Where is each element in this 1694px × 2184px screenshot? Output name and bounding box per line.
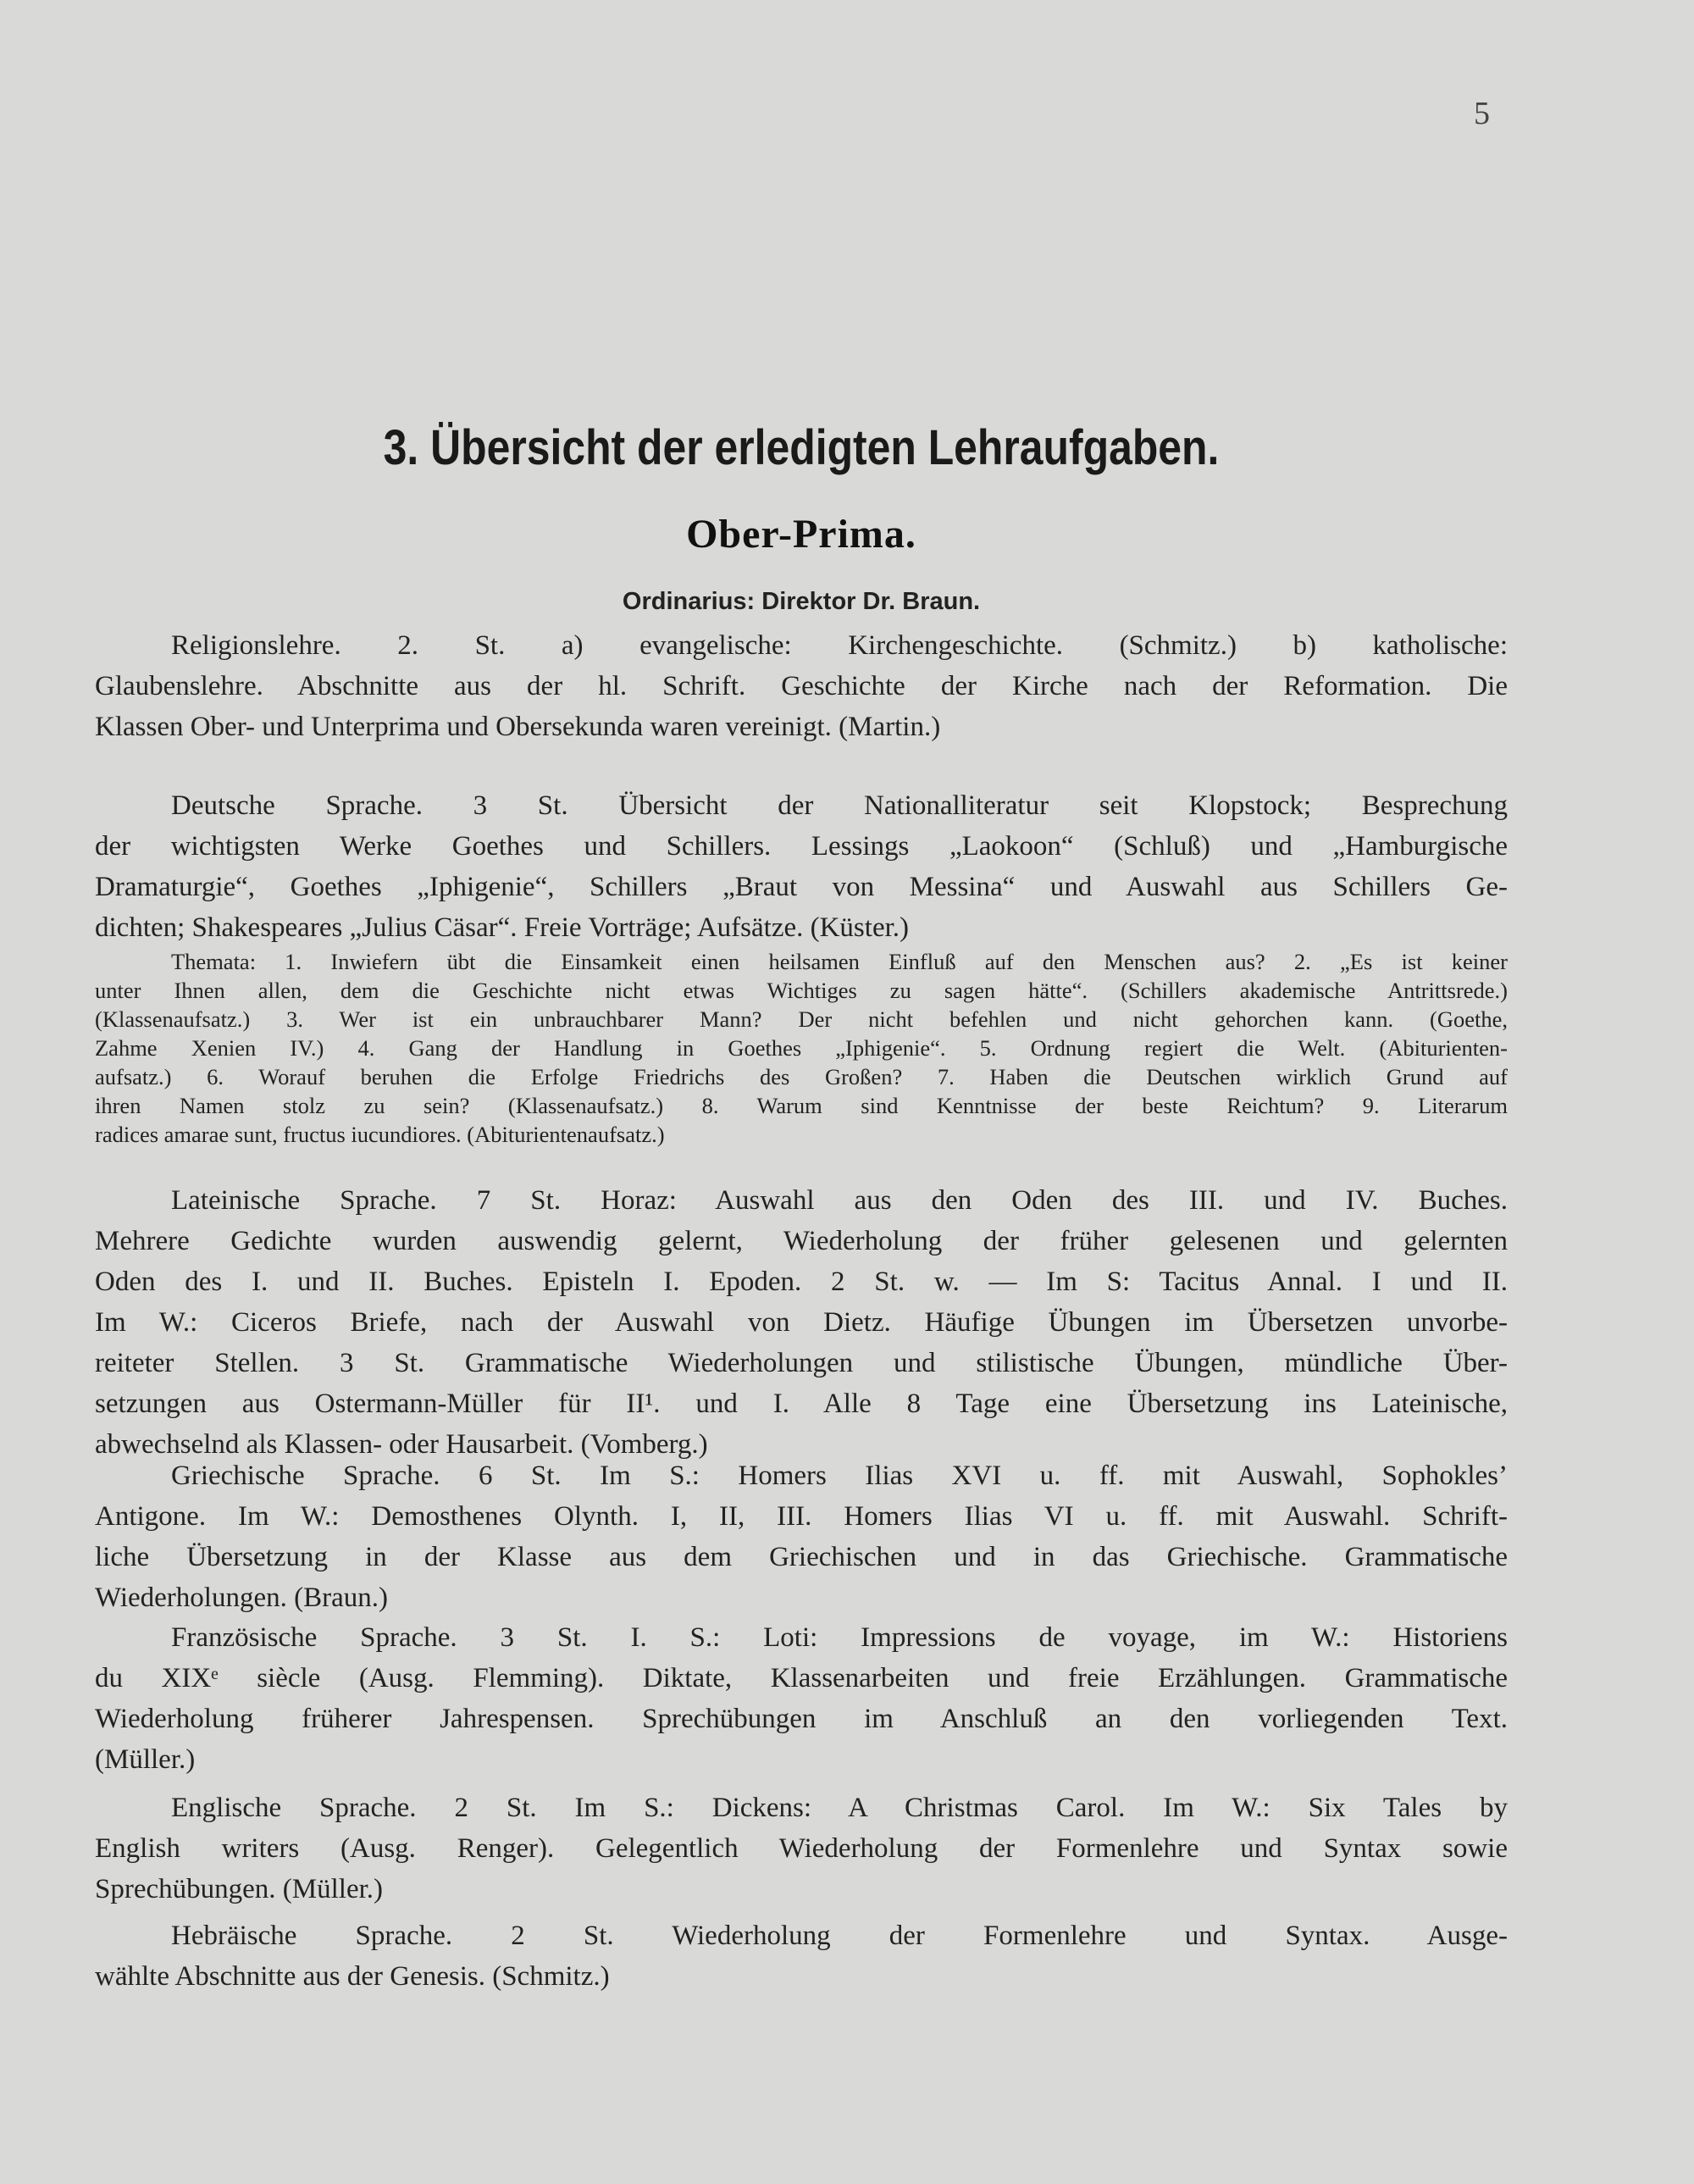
- paragraph-lateinische-sprache: [95, 1180, 1508, 1465]
- text-line: Mehrere Gedichte wurden auswendig gelernt, Wiederholung der früher gelesenen und gelernten: [95, 1226, 1508, 1256]
- paragraph-hebraeische-sprache: [95, 1915, 1508, 1997]
- text-line: du XIXᵉ siècle (Ausg. Flemming). Diktate, Klassenarbeiten und freie Erzählungen. Grammatische: [95, 1663, 1508, 1693]
- text-line: Wiederholung früherer Jahrespensen. Sprechübungen im Anschluß an den vorliegenden Text.: [95, 1704, 1508, 1734]
- text-line: Oden des I. und II. Buches. Episteln I. Epoden. 2 St. w. — Im S: Tacitus Annal. I und II.: [95, 1267, 1508, 1297]
- text-line: wählte Abschnitte aus der Genesis. (Schmitz.): [95, 1961, 610, 1992]
- text-line: abwechselnd als Klassen- oder Hausarbeit. (Vomberg.): [95, 1429, 708, 1460]
- page-number: 5: [1474, 96, 1490, 131]
- text-line: Französische Sprache. 3 St. I. S.: Loti: Impressions de voyage, im W.: Historiens: [171, 1622, 1508, 1653]
- text-line: Dramaturgie“, Goethes „Iphigenie“, Schillers „Braut von Messina“ und Auswahl aus Schillers Ge-: [95, 872, 1508, 902]
- paragraph-franzoesische-sprache: [95, 1617, 1508, 1780]
- text-line: aufsatz.) 6. Worauf beruhen die Erfolge Friedrichs des Großen? 7. Haben die Deutschen wirklich Grund auf: [95, 1064, 1508, 1089]
- class-heading: Ober-Prima.: [686, 512, 916, 557]
- text-line: (Müller.): [95, 1744, 196, 1775]
- text-line: Lateinische Sprache. 7 St. Horaz: Auswahl aus den Oden des III. und IV. Buches.: [171, 1185, 1508, 1216]
- text-line: Antigone. Im W.: Demosthenes Olynth. I, II, III. Homers Ilias VI u. ff. mit Auswahl. Schrift-: [95, 1501, 1508, 1532]
- text-line: Englische Sprache. 2 St. Im S.: Dickens: A Christmas Carol. Im W.: Six Tales by: [171, 1793, 1508, 1823]
- paragraph-englische-sprache: [95, 1788, 1508, 1910]
- text-line: English writers (Ausg. Renger). Gelegentlich Wiederholung der Formenlehre und Syntax sowie: [95, 1833, 1508, 1864]
- text-line: Themata: 1. Inwiefern übt die Einsamkeit einen heilsamen Einfluß auf den Menschen aus? 2. „Es ist keiner: [171, 949, 1508, 974]
- text-line: dichten; Shakespeares „Julius Cäsar“. Freie Vorträge; Aufsätze. (Küster.): [95, 912, 909, 943]
- paragraph-deutsche-sprache: [95, 785, 1508, 948]
- text-line: reiteter Stellen. 3 St. Grammatische Wiederholungen und stilistische Übungen, mündliche Über-: [95, 1348, 1508, 1378]
- text-line: der wichtigsten Werke Goethes und Schillers. Lessings „Laokoon“ (Schluß) und „Hamburgische: [95, 831, 1508, 862]
- text-line: Klassen Ober- und Unterprima und Obersekunda waren vereinigt. (Martin.): [95, 712, 941, 742]
- section-title: 3. Übersicht der erledigten Lehraufgaben.: [383, 420, 1220, 475]
- text-line: radices amarae sunt, fructus iucundiores. (Abiturientenaufsatz.): [95, 1122, 665, 1147]
- text-line: Sprechübungen. (Müller.): [95, 1874, 384, 1904]
- paragraph-religionslehre: [95, 625, 1508, 747]
- text-line: Religionslehre. 2. St. a) evangelische: Kirchengeschichte. (Schmitz.) b) katholische:: [171, 630, 1508, 661]
- text-line: Zahme Xenien IV.) 4. Gang der Handlung in Goethes „Iphigenie“. 5. Ordnung regiert die Welt. (Abiturienten-: [95, 1035, 1508, 1061]
- text-line: Deutsche Sprache. 3 St. Übersicht der Nationalliteratur seit Klopstock; Besprechung: [171, 790, 1508, 821]
- text-line: unter Ihnen allen, dem die Geschichte nicht etwas Wichtiges zu sagen hätte“. (Schillers akademische Antrittsrede.): [95, 978, 1508, 1003]
- ordinarius-line: Ordinarius: Direktor Dr. Braun.: [622, 588, 981, 615]
- paragraph-griechische-sprache: [95, 1455, 1508, 1618]
- text-line: ihren Namen stolz zu sein? (Klassenaufsatz.) 8. Warum sind Kenntnisse der beste Reichtum? 9. Literarum: [95, 1093, 1508, 1118]
- text-line: Hebräische Sprache. 2 St. Wiederholung der Formenlehre und Syntax. Ausge-: [171, 1921, 1508, 1951]
- text-line: setzungen aus Ostermann-Müller für II¹. und I. Alle 8 Tage eine Übersetzung ins Lateinische,: [95, 1389, 1508, 1419]
- text-line: Glaubenslehre. Abschnitte aus der hl. Schrift. Geschichte der Kirche nach der Reformation. Die: [95, 671, 1508, 701]
- text-line: Griechische Sprache. 6 St. Im S.: Homers Ilias XVI u. ff. mit Auswahl, Sophokles’: [171, 1461, 1508, 1491]
- paragraph-themata: [95, 947, 1508, 1149]
- text-line: (Klassenaufsatz.) 3. Wer ist ein unbrauchbarer Mann? Der nicht befehlen und nicht gehorchen kann. (Goethe,: [95, 1006, 1508, 1032]
- text-line: Wiederholungen. (Braun.): [95, 1583, 388, 1613]
- text-line: liche Übersetzung in der Klasse aus dem Griechischen und in das Griechische. Grammatische: [95, 1542, 1508, 1572]
- text-line: Im W.: Ciceros Briefe, nach der Auswahl von Dietz. Häufige Übungen im Übersetzen unvorbe-: [95, 1307, 1508, 1338]
